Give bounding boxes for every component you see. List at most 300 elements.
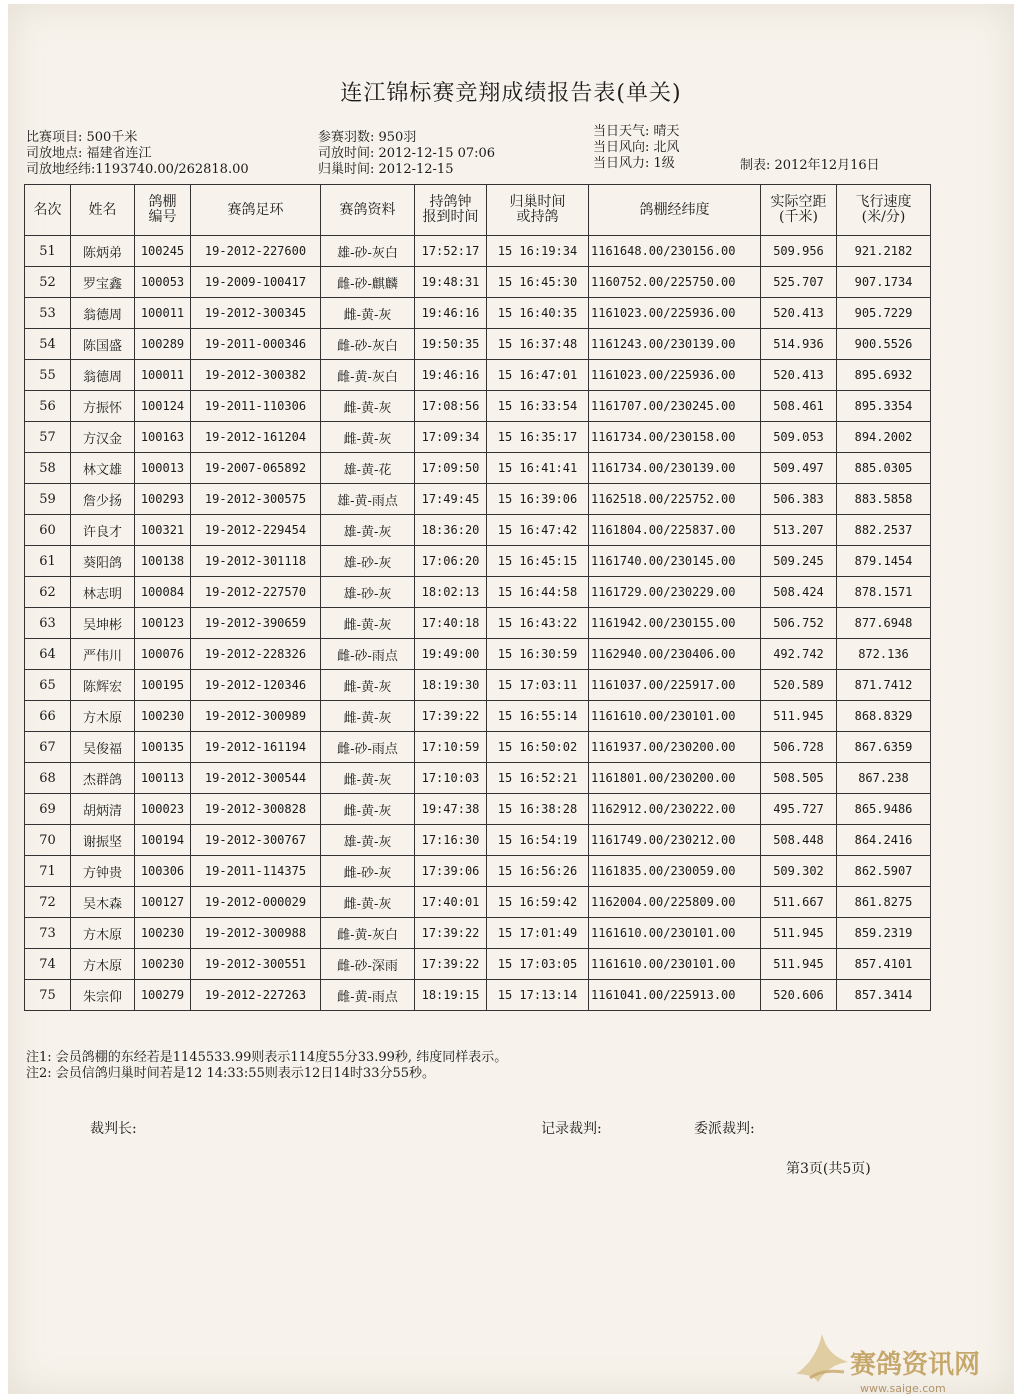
cell-loft: 100306 — [135, 856, 191, 887]
cell-info: 雄-砂-灰白 — [321, 236, 415, 267]
cell-return: 15 16:40:35 — [487, 298, 589, 329]
table-row — [25, 391, 931, 422]
meta-wind-force: 当日风力: 1级 — [593, 156, 675, 171]
table-row — [25, 763, 931, 794]
cell-clock: 17:16:30 — [415, 825, 487, 856]
cell-speed: 905.7229 — [837, 298, 931, 329]
cell-ring: 19-2012-300988 — [191, 918, 321, 949]
table-row — [25, 360, 931, 391]
cell-loft: 100245 — [135, 236, 191, 267]
cell-distance: 506.728 — [761, 732, 837, 763]
cell-clock: 17:40:18 — [415, 608, 487, 639]
cell-distance: 520.606 — [761, 980, 837, 1011]
table-row — [25, 949, 931, 980]
meta-left — [26, 130, 249, 178]
cell-name: 方木原 — [71, 918, 135, 949]
cell-loft: 100279 — [135, 980, 191, 1011]
cell-coords: 1161804.00/225837.00 — [589, 515, 761, 546]
col-speed: 飞行速度 (米/分) — [837, 185, 931, 236]
cell-clock: 19:48:31 — [415, 267, 487, 298]
col-info: 赛鸽资料 — [321, 185, 415, 236]
meta-event: 比赛项目: 500千米 — [26, 130, 138, 145]
cell-rank: 66 — [25, 701, 71, 732]
cell-name: 方木原 — [71, 701, 135, 732]
cell-return: 15 17:01:49 — [487, 918, 589, 949]
cell-distance: 509.497 — [761, 453, 837, 484]
cell-name: 陈炳弟 — [71, 236, 135, 267]
cell-return: 15 16:52:21 — [487, 763, 589, 794]
meta-wind-dir: 当日风向: 北风 — [593, 140, 680, 155]
cell-loft: 100321 — [135, 515, 191, 546]
report-title: 连江锦标赛竞翔成绩报告表(单关) — [340, 81, 682, 106]
cell-clock: 19:49:00 — [415, 639, 487, 670]
cell-speed: 859.2319 — [837, 918, 931, 949]
meta-middle — [318, 130, 495, 178]
cell-return: 15 16:37:48 — [487, 329, 589, 360]
cell-ring: 19-2012-300989 — [191, 701, 321, 732]
cell-distance: 509.956 — [761, 236, 837, 267]
cell-info: 雌-黄-灰 — [321, 391, 415, 422]
cell-info: 雄-砂-灰 — [321, 577, 415, 608]
cell-info: 雌-黄-灰 — [321, 422, 415, 453]
cell-rank: 74 — [25, 949, 71, 980]
cell-name: 吴木森 — [71, 887, 135, 918]
cell-rank: 72 — [25, 887, 71, 918]
cell-info: 雌-黄-灰 — [321, 763, 415, 794]
cell-name: 杰群鸽 — [71, 763, 135, 794]
cell-info: 雌-砂-深雨 — [321, 949, 415, 980]
cell-name: 葵阳鸽 — [71, 546, 135, 577]
cell-distance: 509.302 — [761, 856, 837, 887]
cell-info: 雌-砂-灰白 — [321, 329, 415, 360]
col-clock: 持鸽钟 报到时间 — [415, 185, 487, 236]
cell-coords: 1161740.00/230145.00 — [589, 546, 761, 577]
cell-speed: 882.2537 — [837, 515, 931, 546]
cell-speed: 885.0305 — [837, 453, 931, 484]
cell-return: 15 16:19:34 — [487, 236, 589, 267]
col-rank: 名次 — [25, 185, 71, 236]
cell-coords: 1161243.00/230139.00 — [589, 329, 761, 360]
meta-release-coords: 司放地经纬:1193740.00/262818.00 — [26, 162, 249, 177]
cell-distance: 506.383 — [761, 484, 837, 515]
cell-return: 15 17:13:14 — [487, 980, 589, 1011]
cell-return: 15 17:03:11 — [487, 670, 589, 701]
cell-return: 15 16:39:06 — [487, 484, 589, 515]
cell-coords: 1161937.00/230200.00 — [589, 732, 761, 763]
cell-coords: 1161610.00/230101.00 — [589, 701, 761, 732]
cell-ring: 19-2012-161194 — [191, 732, 321, 763]
cell-info: 雌-砂-雨点 — [321, 732, 415, 763]
cell-loft: 100127 — [135, 887, 191, 918]
table-row — [25, 546, 931, 577]
chief-referee-label: 裁判长: — [90, 1121, 137, 1137]
cell-return: 15 17:03:05 — [487, 949, 589, 980]
cell-name: 许良才 — [71, 515, 135, 546]
cell-coords: 1161942.00/230155.00 — [589, 608, 761, 639]
cell-coords: 1161037.00/225917.00 — [589, 670, 761, 701]
cell-ring: 19-2012-390659 — [191, 608, 321, 639]
cell-ring: 19-2012-227600 — [191, 236, 321, 267]
cell-info: 雌-黄-灰 — [321, 608, 415, 639]
cell-return: 15 16:54:19 — [487, 825, 589, 856]
cell-ring: 19-2012-300544 — [191, 763, 321, 794]
cell-return: 15 16:33:54 — [487, 391, 589, 422]
table-row — [25, 825, 931, 856]
table-row — [25, 484, 931, 515]
cell-rank: 60 — [25, 515, 71, 546]
cell-speed: 907.1734 — [837, 267, 931, 298]
cell-loft: 100194 — [135, 825, 191, 856]
cell-ring: 19-2012-300551 — [191, 949, 321, 980]
cell-distance: 520.413 — [761, 360, 837, 391]
cell-speed: 864.2416 — [837, 825, 931, 856]
cell-rank: 67 — [25, 732, 71, 763]
cell-name: 罗宝鑫 — [71, 267, 135, 298]
cell-return: 15 16:45:30 — [487, 267, 589, 298]
cell-rank: 59 — [25, 484, 71, 515]
cell-distance: 506.752 — [761, 608, 837, 639]
cell-coords: 1160752.00/225750.00 — [589, 267, 761, 298]
cell-speed: 878.1571 — [837, 577, 931, 608]
cell-clock: 17:08:56 — [415, 391, 487, 422]
cell-speed: 895.3354 — [837, 391, 931, 422]
cell-name: 吴俊福 — [71, 732, 135, 763]
cell-loft: 100023 — [135, 794, 191, 825]
cell-distance: 509.053 — [761, 422, 837, 453]
cell-coords: 1161734.00/230139.00 — [589, 453, 761, 484]
cell-info: 雌-黄-灰白 — [321, 360, 415, 391]
cell-rank: 52 — [25, 267, 71, 298]
col-name: 姓名 — [71, 185, 135, 236]
cell-loft: 100076 — [135, 639, 191, 670]
meta-release-time: 司放时间: 2012-12-15 07:06 — [318, 146, 496, 161]
table-row — [25, 918, 931, 949]
table-row — [25, 794, 931, 825]
table-row — [25, 980, 931, 1011]
cell-ring: 19-2012-000029 — [191, 887, 321, 918]
cell-ring: 19-2012-300382 — [191, 360, 321, 391]
cell-ring: 19-2011-110306 — [191, 391, 321, 422]
cell-name: 林志明 — [71, 577, 135, 608]
cell-loft: 100135 — [135, 732, 191, 763]
cell-coords: 1161734.00/230158.00 — [589, 422, 761, 453]
col-ring: 赛鸽足环 — [191, 185, 321, 236]
cell-speed: 857.4101 — [837, 949, 931, 980]
cell-clock: 19:46:16 — [415, 360, 487, 391]
cell-rank: 62 — [25, 577, 71, 608]
cell-ring: 19-2012-161204 — [191, 422, 321, 453]
cell-name: 谢振坚 — [71, 825, 135, 856]
table-row — [25, 515, 931, 546]
cell-coords: 1161610.00/230101.00 — [589, 949, 761, 980]
cell-return: 15 16:44:58 — [487, 577, 589, 608]
cell-coords: 1161707.00/230245.00 — [589, 391, 761, 422]
cell-rank: 53 — [25, 298, 71, 329]
cell-speed: 872.136 — [837, 639, 931, 670]
cell-rank: 55 — [25, 360, 71, 391]
cell-clock: 18:02:13 — [415, 577, 487, 608]
cell-ring: 19-2012-227570 — [191, 577, 321, 608]
cell-distance: 508.461 — [761, 391, 837, 422]
cell-loft: 100013 — [135, 453, 191, 484]
cell-info: 雌-黄-灰 — [321, 794, 415, 825]
cell-clock: 17:49:45 — [415, 484, 487, 515]
cell-return: 15 16:30:59 — [487, 639, 589, 670]
cell-ring: 19-2012-301118 — [191, 546, 321, 577]
cell-loft: 100163 — [135, 422, 191, 453]
cell-loft: 100138 — [135, 546, 191, 577]
table-row — [25, 453, 931, 484]
col-coords: 鸽棚经纬度 — [589, 185, 761, 236]
cell-clock: 17:52:17 — [415, 236, 487, 267]
note-1: 注1: 会员鸽棚的东经若是1145533.99则表示114度55分33.99秒, 纬度同样表示。 — [26, 1050, 508, 1065]
cell-name: 方汉金 — [71, 422, 135, 453]
cell-rank: 64 — [25, 639, 71, 670]
page-number: 第3页(共5页) — [786, 1161, 871, 1177]
cell-speed: 883.5858 — [837, 484, 931, 515]
cell-coords: 1161023.00/225936.00 — [589, 298, 761, 329]
cell-rank: 63 — [25, 608, 71, 639]
cell-ring: 19-2009-100417 — [191, 267, 321, 298]
cell-distance: 508.448 — [761, 825, 837, 856]
meta-release-place: 司放地点: 福建省连江 — [26, 146, 152, 161]
cell-rank: 73 — [25, 918, 71, 949]
cell-distance: 511.945 — [761, 701, 837, 732]
cell-coords: 1162912.00/230222.00 — [589, 794, 761, 825]
cell-speed: 867.6359 — [837, 732, 931, 763]
table-row — [25, 422, 931, 453]
meta-return-time: 归巢时间: 2012-12-15 — [318, 162, 454, 177]
cell-speed: 877.6948 — [837, 608, 931, 639]
cell-loft: 100230 — [135, 949, 191, 980]
cell-distance: 495.727 — [761, 794, 837, 825]
cell-return: 15 16:55:14 — [487, 701, 589, 732]
cell-return: 15 16:35:17 — [487, 422, 589, 453]
cell-clock: 18:36:20 — [415, 515, 487, 546]
cell-rank: 75 — [25, 980, 71, 1011]
cell-coords: 1161801.00/230200.00 — [589, 763, 761, 794]
cell-ring: 19-2012-300345 — [191, 298, 321, 329]
cell-clock: 18:19:15 — [415, 980, 487, 1011]
cell-ring: 19-2007-065892 — [191, 453, 321, 484]
recorder-referee-label: 记录裁判: — [541, 1121, 602, 1137]
cell-name: 陈辉宏 — [71, 670, 135, 701]
cell-return: 15 16:38:28 — [487, 794, 589, 825]
cell-clock: 17:10:59 — [415, 732, 487, 763]
cell-coords: 1161835.00/230059.00 — [589, 856, 761, 887]
cell-rank: 71 — [25, 856, 71, 887]
table-header-row — [25, 185, 931, 236]
cell-return: 15 16:47:01 — [487, 360, 589, 391]
cell-rank: 56 — [25, 391, 71, 422]
table-row — [25, 267, 931, 298]
cell-info: 雌-黄-灰 — [321, 887, 415, 918]
cell-clock: 19:46:16 — [415, 298, 487, 329]
cell-name: 朱宗仰 — [71, 980, 135, 1011]
cell-name: 翁德周 — [71, 360, 135, 391]
table-row — [25, 298, 931, 329]
cell-return: 15 16:41:41 — [487, 453, 589, 484]
cell-clock: 17:10:03 — [415, 763, 487, 794]
cell-distance: 520.589 — [761, 670, 837, 701]
notes — [26, 1050, 507, 1082]
cell-rank: 61 — [25, 546, 71, 577]
cell-name: 严伟川 — [71, 639, 135, 670]
cell-loft: 100195 — [135, 670, 191, 701]
meta-made-date: 制表: 2012年12月16日 — [740, 158, 880, 173]
cell-info: 雄-黄-灰 — [321, 825, 415, 856]
cell-return: 15 16:47:42 — [487, 515, 589, 546]
note-2: 注2: 会员信鸽归巢时间若是12 14:33:55则表示12日14时33分55秒。 — [26, 1066, 436, 1081]
cell-ring: 19-2012-300575 — [191, 484, 321, 515]
cell-rank: 69 — [25, 794, 71, 825]
cell-clock: 19:47:38 — [415, 794, 487, 825]
cell-coords: 1162518.00/225752.00 — [589, 484, 761, 515]
cell-rank: 58 — [25, 453, 71, 484]
cell-loft: 100113 — [135, 763, 191, 794]
table-row — [25, 670, 931, 701]
appointed-referee-label: 委派裁判: — [694, 1121, 755, 1137]
cell-info: 雌-黄-灰 — [321, 701, 415, 732]
cell-rank: 57 — [25, 422, 71, 453]
table-row — [25, 887, 931, 918]
cell-name: 翁德周 — [71, 298, 135, 329]
cell-loft: 100289 — [135, 329, 191, 360]
cell-clock: 17:09:50 — [415, 453, 487, 484]
cell-loft: 100084 — [135, 577, 191, 608]
table-row — [25, 329, 931, 360]
cell-distance: 520.413 — [761, 298, 837, 329]
cell-ring: 19-2011-000346 — [191, 329, 321, 360]
cell-speed: 865.9486 — [837, 794, 931, 825]
cell-distance: 509.245 — [761, 546, 837, 577]
cell-clock: 17:06:20 — [415, 546, 487, 577]
cell-speed: 879.1454 — [837, 546, 931, 577]
cell-return: 15 16:59:42 — [487, 887, 589, 918]
cell-coords: 1161648.00/230156.00 — [589, 236, 761, 267]
cell-name: 方钟贵 — [71, 856, 135, 887]
cell-name: 方振怀 — [71, 391, 135, 422]
cell-info: 雌-黄-灰白 — [321, 918, 415, 949]
cell-speed: 861.8275 — [837, 887, 931, 918]
cell-coords: 1161729.00/230229.00 — [589, 577, 761, 608]
col-return: 归巢时间 或持鸽 — [487, 185, 589, 236]
meta-entries: 参赛羽数: 950羽 — [318, 130, 417, 145]
cell-ring: 19-2012-227263 — [191, 980, 321, 1011]
cell-info: 雄-黄-雨点 — [321, 484, 415, 515]
cell-loft: 100011 — [135, 360, 191, 391]
cell-info: 雌-砂-雨点 — [321, 639, 415, 670]
table-row — [25, 577, 931, 608]
cell-return: 15 16:56:26 — [487, 856, 589, 887]
cell-coords: 1162004.00/225809.00 — [589, 887, 761, 918]
cell-speed: 900.5526 — [837, 329, 931, 360]
meta-weather: 当日天气: 晴天 — [593, 124, 680, 139]
cell-speed: 871.7412 — [837, 670, 931, 701]
cell-coords: 1161749.00/230212.00 — [589, 825, 761, 856]
cell-loft: 100123 — [135, 608, 191, 639]
cell-name: 吴坤彬 — [71, 608, 135, 639]
cell-info: 雄-黄-灰 — [321, 515, 415, 546]
cell-distance: 511.667 — [761, 887, 837, 918]
cell-ring: 19-2011-114375 — [191, 856, 321, 887]
cell-name: 方木原 — [71, 949, 135, 980]
cell-ring: 19-2012-228326 — [191, 639, 321, 670]
cell-speed: 857.3414 — [837, 980, 931, 1011]
cell-speed: 921.2182 — [837, 236, 931, 267]
col-distance: 实际空距 (千米) — [761, 185, 837, 236]
cell-info: 雌-黄-灰 — [321, 670, 415, 701]
table-row — [25, 236, 931, 267]
cell-rank: 54 — [25, 329, 71, 360]
cell-return: 15 16:50:02 — [487, 732, 589, 763]
cell-clock: 17:40:01 — [415, 887, 487, 918]
cell-speed: 862.5907 — [837, 856, 931, 887]
results-table — [24, 184, 931, 1011]
cell-coords: 1161023.00/225936.00 — [589, 360, 761, 391]
cell-distance: 525.707 — [761, 267, 837, 298]
cell-info: 雄-砂-灰 — [321, 546, 415, 577]
cell-clock: 17:39:22 — [415, 701, 487, 732]
cell-loft: 100011 — [135, 298, 191, 329]
cell-info: 雌-砂-麒麟 — [321, 267, 415, 298]
cell-name: 胡炳清 — [71, 794, 135, 825]
cell-ring: 19-2012-120346 — [191, 670, 321, 701]
cell-coords: 1162940.00/230406.00 — [589, 639, 761, 670]
cell-rank: 51 — [25, 236, 71, 267]
cell-speed: 868.8329 — [837, 701, 931, 732]
cell-distance: 492.742 — [761, 639, 837, 670]
watermark-url: www.saige.com — [860, 1382, 946, 1395]
table-row — [25, 732, 931, 763]
cell-loft: 100293 — [135, 484, 191, 515]
report-page — [8, 4, 1014, 1394]
watermark-name: 赛鸽资讯网 — [850, 1350, 981, 1380]
cell-distance: 511.945 — [761, 949, 837, 980]
cell-ring: 19-2012-300828 — [191, 794, 321, 825]
col-loft: 鸽棚 编号 — [135, 185, 191, 236]
cell-loft: 100230 — [135, 918, 191, 949]
cell-ring: 19-2012-300767 — [191, 825, 321, 856]
cell-info: 雌-砂-灰 — [321, 856, 415, 887]
table-row — [25, 639, 931, 670]
cell-speed: 867.238 — [837, 763, 931, 794]
cell-distance: 508.505 — [761, 763, 837, 794]
cell-return: 15 16:43:22 — [487, 608, 589, 639]
cell-speed: 895.6932 — [837, 360, 931, 391]
cell-info: 雌-黄-雨点 — [321, 980, 415, 1011]
cell-clock: 18:19:30 — [415, 670, 487, 701]
cell-speed: 894.2002 — [837, 422, 931, 453]
cell-loft: 100124 — [135, 391, 191, 422]
table-row — [25, 608, 931, 639]
cell-distance: 513.207 — [761, 515, 837, 546]
cell-return: 15 16:45:15 — [487, 546, 589, 577]
cell-rank: 68 — [25, 763, 71, 794]
cell-distance: 508.424 — [761, 577, 837, 608]
cell-ring: 19-2012-229454 — [191, 515, 321, 546]
table-row — [25, 856, 931, 887]
cell-loft: 100230 — [135, 701, 191, 732]
cell-clock: 17:09:34 — [415, 422, 487, 453]
cell-loft: 100053 — [135, 267, 191, 298]
cell-clock: 17:39:22 — [415, 949, 487, 980]
cell-info: 雌-黄-灰 — [321, 298, 415, 329]
cell-distance: 511.945 — [761, 918, 837, 949]
cell-rank: 70 — [25, 825, 71, 856]
cell-name: 陈国盛 — [71, 329, 135, 360]
pigeon-logo-icon — [788, 1322, 858, 1392]
